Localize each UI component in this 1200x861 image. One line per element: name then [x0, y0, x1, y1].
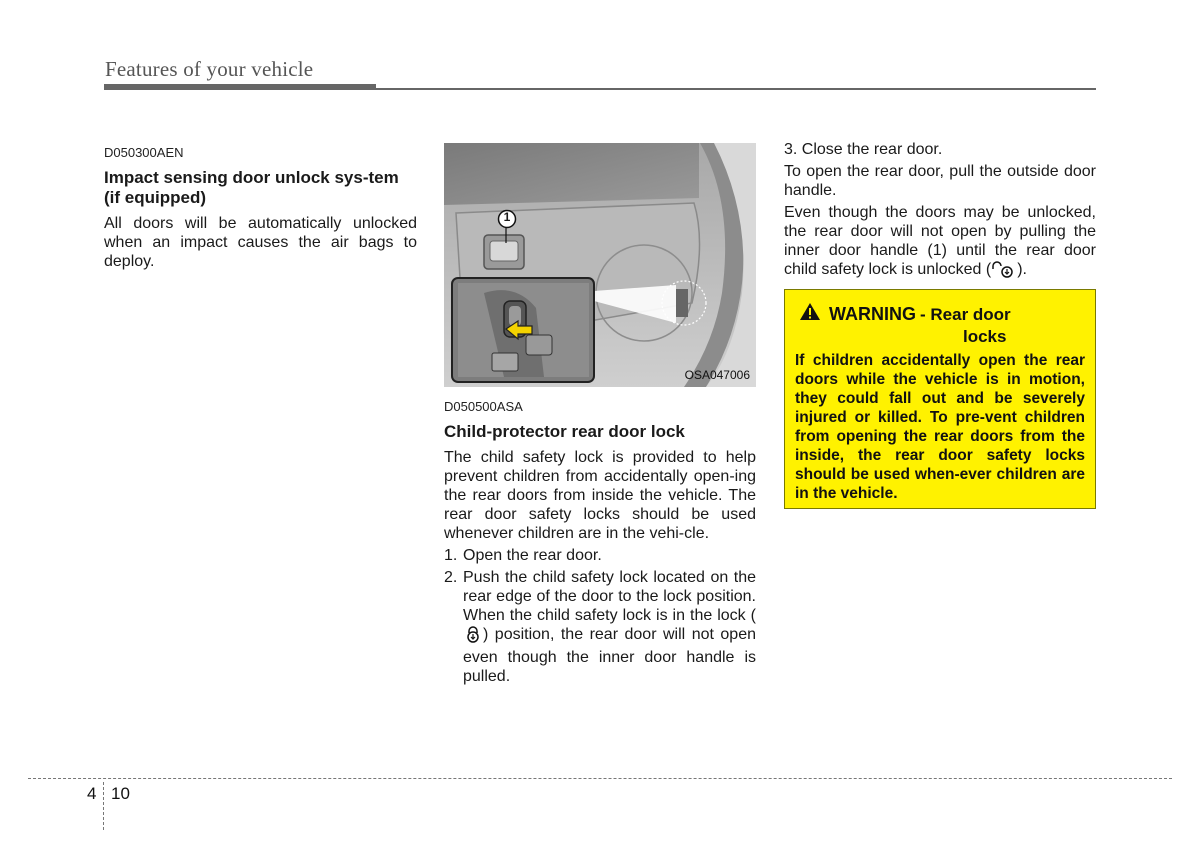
warning-box — [784, 289, 1096, 509]
section-body: All doors will be automatically unlocked when an impact causes the air bags to deploy. — [104, 215, 417, 270]
section-heading: Impact sensing door unlock sys-tem (if equipped) — [104, 168, 399, 207]
step-3: 3. Close the rear door. — [784, 141, 943, 158]
warning-triangle-icon — [799, 302, 821, 326]
steps-list — [444, 546, 756, 686]
header-title: Features of your vehicle — [105, 57, 314, 81]
section-number: 4 — [87, 784, 97, 803]
warning-subtitle: - Rear door — [920, 304, 1011, 324]
callout-number: 1 — [503, 210, 511, 224]
list-item: 1. Open the rear door. — [444, 547, 602, 564]
page-number: 10 — [111, 784, 130, 803]
list-item: 2. Push the child safety lock located on the rear edge of the door to the lock position. When the child safety lock is in the lock () position, the rear door will not open even though the inner door handle is pulled. — [444, 569, 756, 685]
paragraph-unlock: Even though the doors may be unlocked, the rear door will not open by pulling the inner door handle (1) until the rear door child safety lock is unlocked ( ). — [784, 203, 1096, 283]
door-lock-figure — [444, 143, 756, 387]
section-code: D050500ASA — [444, 399, 523, 414]
header-rule — [104, 88, 1096, 90]
footer-rule — [28, 778, 1172, 779]
impact-unlock-section — [104, 143, 417, 274]
paragraph-outside-handle: To open the rear door, pull the outside door handle. — [784, 163, 1096, 199]
figure-label: OSA047006 — [684, 368, 750, 382]
section-intro: The child safety lock is provided to help prevent children from accidentally open-ing the rear doors from inside the vehicle. The rear door safety locks should be used whenever children are in the vehi-cle. — [444, 449, 756, 542]
section-code: D050300AEN — [104, 145, 184, 160]
warning-heading — [795, 302, 1085, 347]
footer-divider — [103, 782, 104, 830]
section-heading: Child-protector rear door lock — [444, 422, 685, 441]
warning-title: WARNING — [829, 303, 916, 324]
unlock-symbol-icon — [991, 260, 1017, 283]
door-illustration — [444, 143, 756, 387]
warning-subtitle-2: locks — [963, 327, 1007, 346]
lock-symbol-icon — [463, 625, 483, 648]
child-lock-section — [444, 397, 756, 689]
rear-door-section — [784, 140, 1096, 286]
warning-body: If children accidentally open the rear doors while the vehicle is in motion, they could fall out and be severely injured or killed. To pre-vent children from opening the rear doors from the inside, the rear door safety locks should be used when-ever children are in the vehicle. — [795, 352, 1085, 502]
